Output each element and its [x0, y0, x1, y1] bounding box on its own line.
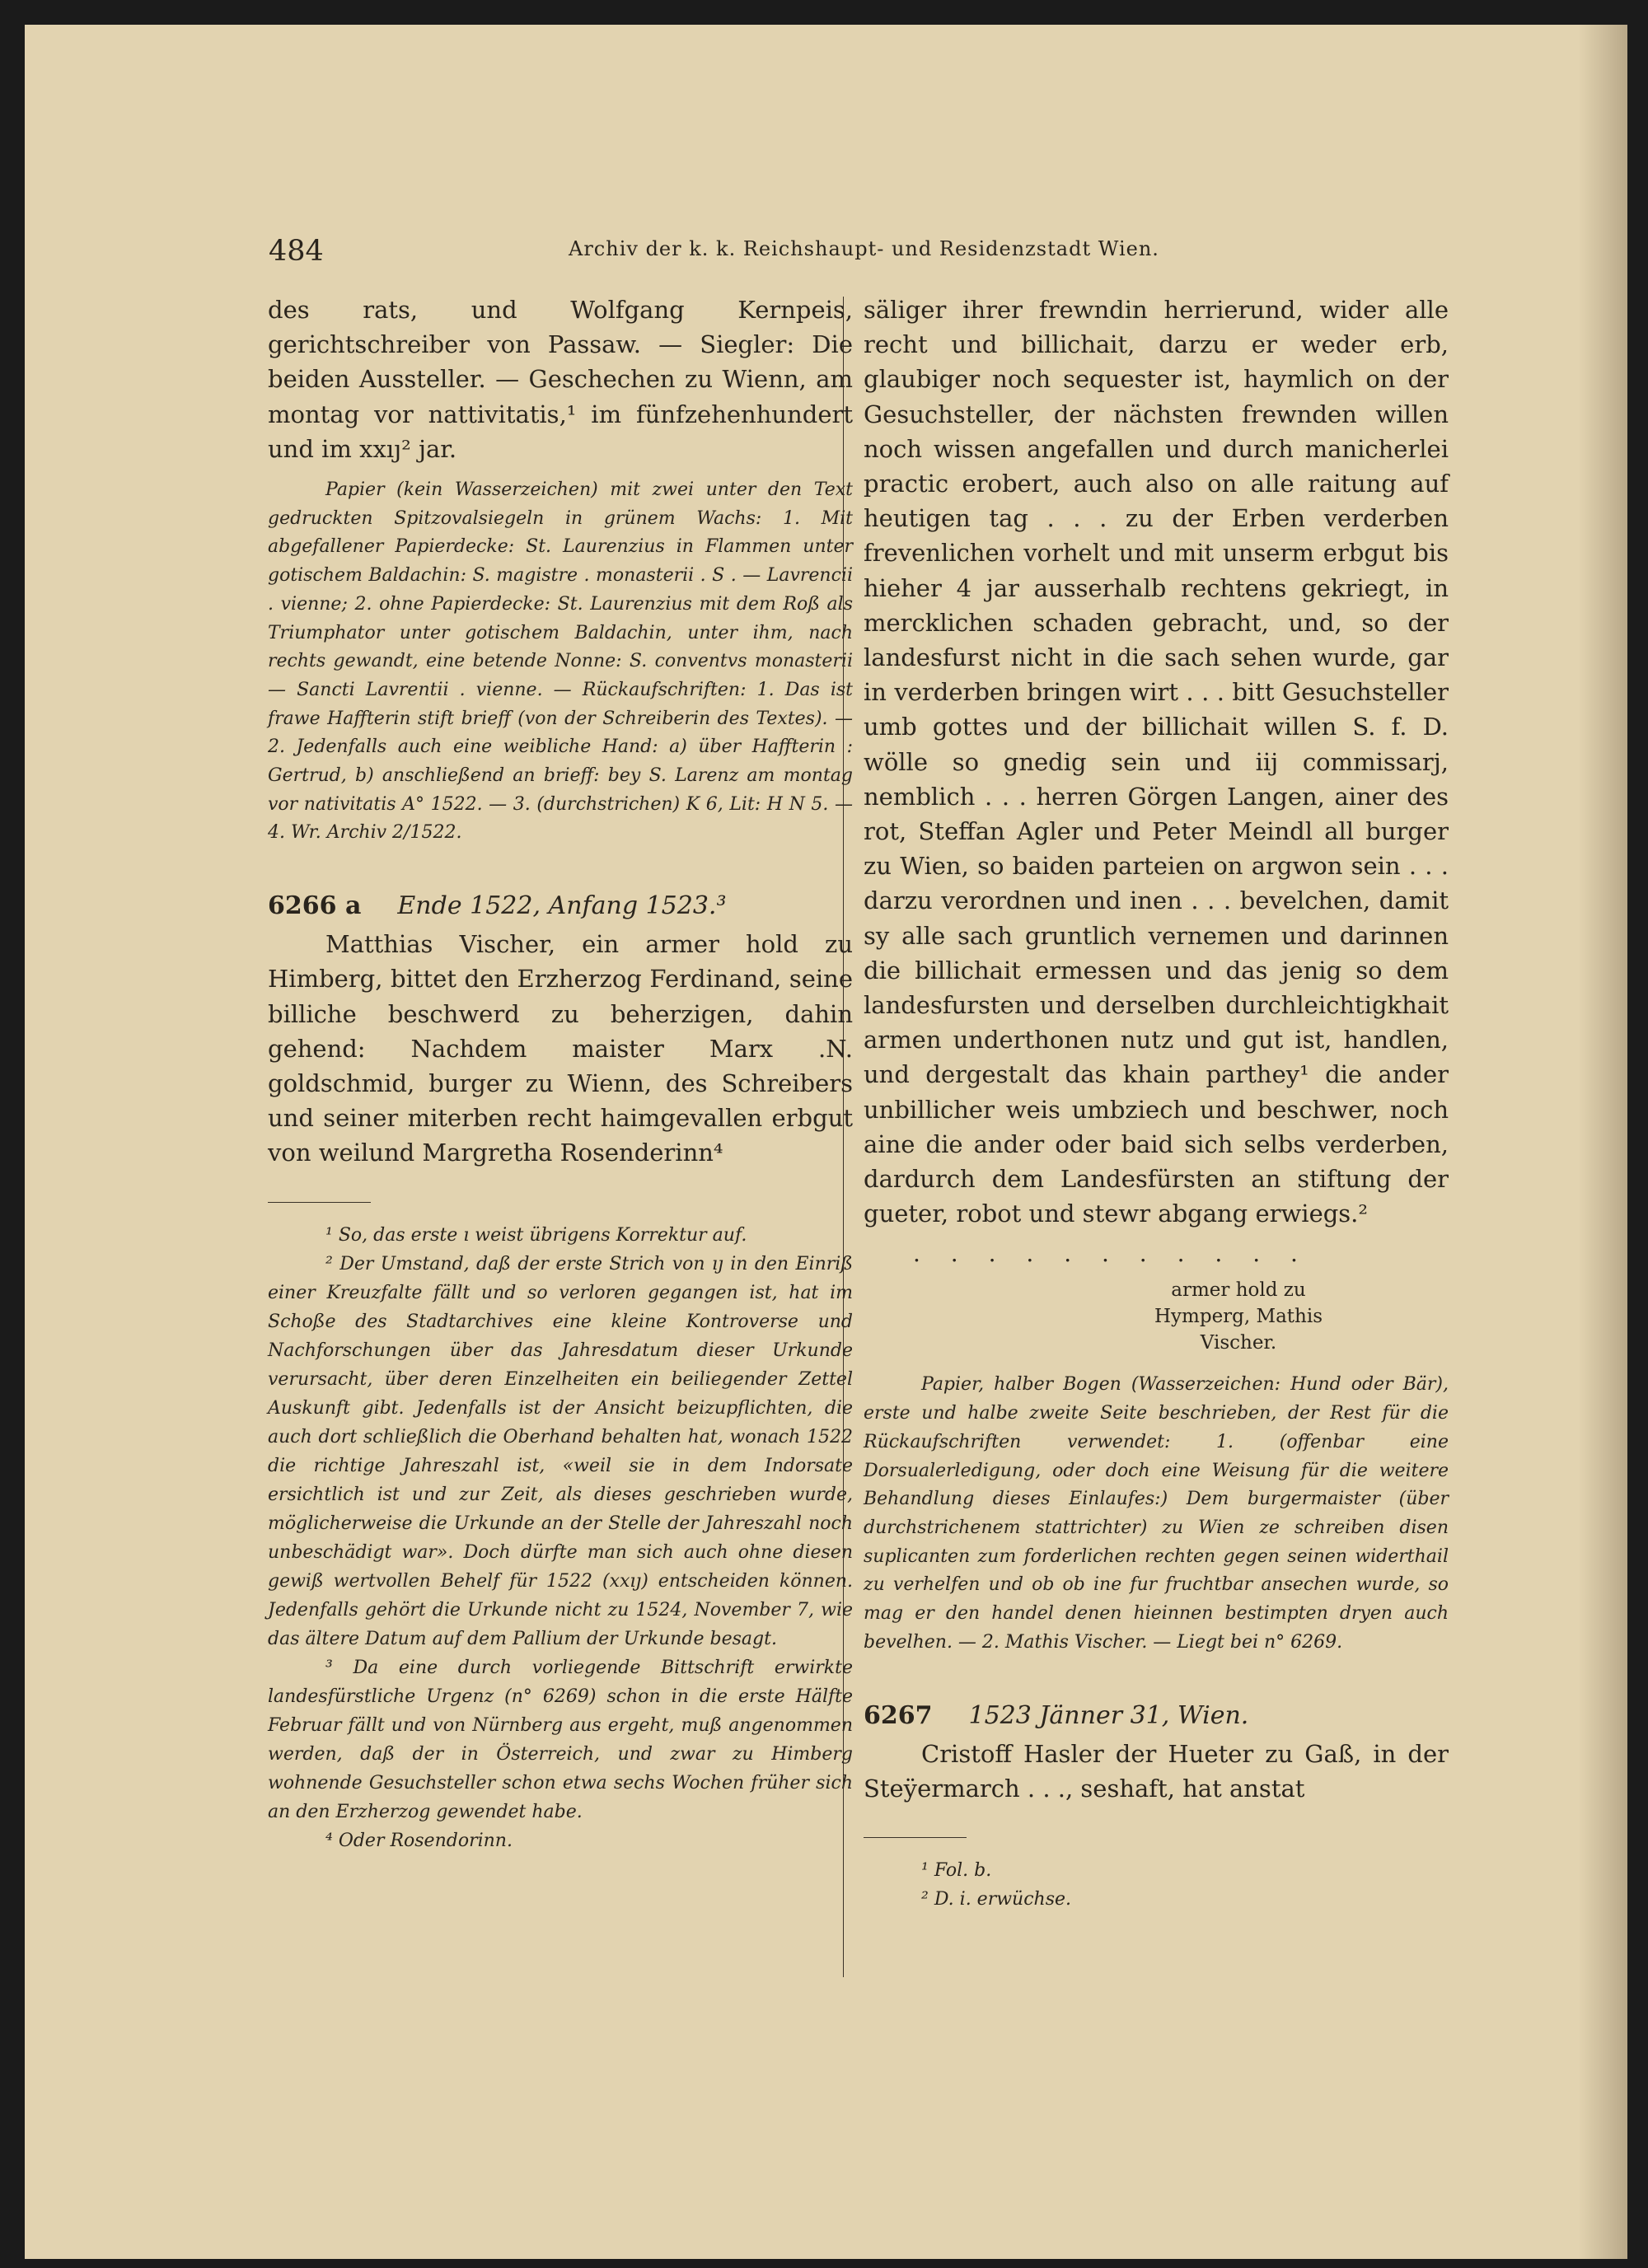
archival-note: Papier (kein Wasserzeichen) mit zwei unter den Text gedruckten Spitzovalsiegeln in grünem Wachs: 1. Mit abgefallener Papierdecke: St. Laurenzius in Flammen unter gotischem Baldachin: S. magistre . monasterii . S . — Lavrencii . vienne; 2. ohne Papierdecke: St. Laurenzius mit dem Roß als Triumphator unter gotischem Baldachin, unter ihm, nach rechts gewandt, eine betende Nonne: S. conventvs monasterii — Sancti Lavrentii . vienne. — Rückaufschriften: 1. Das ist frawe Haffterin stift brieff (von der Schreiberin des Textes). — 2. Jedenfalls auch eine weibliche Hand: a) über Haffterin : Gertrud, b) anschließend an brieff: bey S. Larenz am montag vor nativitatis A° 1522. — 3. (durchstrichen) K 6, Lit: H N 5. — 4. Wr. Archiv 2/1522. — [268, 479, 853, 844]
paragraph: Matthias Vischer, ein armer hold zu Himberg, bittet den Erzherzog Ferdinand, seine billiche beschwerd zu beherzigen, dahin gehend: Nachdem maister Marx .N. goldschmid, burger zu Wienn, des Schreibers und seiner miterben recht haimgevallen erbgut von weilund Margretha Rosenderinn⁴ — [268, 930, 853, 1167]
paragraph: Cristoff Hasler der Hueter zu Gaß, in der Steÿermarch . . ., seshaft, hat anstat — [864, 1739, 1449, 1803]
paragraph: säliger ihrer frewndin herrierund, wider alle recht und billichait, darzu er weder erb, glaubiger noch sequester ist, haymlich on der Gesuchsteller, der nächsten frewnden willen noch wissen angefallen und durch manicherlei practic erobert, auch also on alle raitung auf heutigen tag . . . zu der Erben verderben frevenlichen vorhelt und mit unserm erbgut bis hieher 4 jar ausserhalb rechtens gekriegt, in mercklichen schaden gebracht, und, so der landesfurst nicht in die sach sehen wurde, gar in verderben bringen wirt . . . bitt Gesuchsteller umb gottes und der billichait willen S. f. D. wölle so gnedig sein und iij commissarj, nemblich . . . herren Görgen Langen, ainer des rot, Steffan Agler und Peter Meindl all burger zu Wien, so baiden parteien on argwon sein . . . darzu verordnen und inen . . . bevelchen, damit sy alle sach gruntlich vernemen und darinnen die billichait ermessen und das jenig so dem landesfursten und derselben durchleichtigkhait armen underthonen nutz und gut ist, handlen, und dergestalt das khain parthey¹ die ander unbillicher weis umbziech und beschwer, noch aine die ander oder baid sich selbs verderben, dardurch dem Landesfürsten an stiftung der gueter, robot und stewr abgang erwiegs.² — [864, 296, 1449, 1228]
footnote: ⁴ Oder Rosendorinn. — [325, 1830, 513, 1851]
page-edge-shadow — [1578, 25, 1627, 2259]
entry-number: 6266 a — [268, 891, 362, 921]
footnote: ¹ Fol. b. — [921, 1859, 992, 1881]
signature-line: armer hold zu — [1171, 1279, 1306, 1302]
signature-line: Hymperg, Mathis — [1154, 1306, 1323, 1328]
footnote: ² D. i. erwüchse. — [921, 1888, 1072, 1910]
running-header: Archiv der k. k. Reichshaupt- und Residenzstadt Wien. — [569, 237, 1159, 260]
page-number: 484 — [269, 235, 324, 268]
paragraph: des rats, und Wolfgang Kernpeis, gerichtschreiber von Passaw. — Siegler: Die beiden Aussteller. — Geschechen zu Wienn, am montag vor nattivitatis,¹ im fünfzehenhundert und im xxıȷ² jar. — [268, 296, 853, 463]
document-page — [25, 25, 1627, 2259]
signature-line: Vischer. — [1200, 1332, 1277, 1354]
right-column — [864, 292, 1449, 1914]
entry-heading — [864, 1699, 1449, 1733]
footnote: ² Der Umstand, daß der erste Strich von ıȷ in den Einriß einer Kreuzfalte fällt und so verloren gegangen ist, hat im Schoße des Stadtarchives eine kleine Kontroverse und Nachforschungen über das Jahresdatum dieser Urkunde verursacht, über deren Einzelheiten ein beiliegender Zettel Auskunft gibt. Jedenfalls ist der Ansicht beizupflichten, die auch dort schließlich die Oberhand behalten hat, wonach 1522 die richtige Jahreszahl ist, «weil sie in dem Indorsate ersichtlich ist und zur Zeit, als dieses geschrieben wurde, möglicherweise die Urkunde an der Stelle der Jahreszahl noch unbeschädigt war». Doch dürfte man sich auch ohne diesen gewiß wertvollen Behelf für 1522 (xxıȷ) entscheiden können. Jedenfalls gehört die Urkunde nicht zu 1524, November 7, wie das ältere Datum auf dem Pallium der Urkunde besagt. — [268, 1253, 853, 1649]
entry-date: Ende 1522, Anfang 1523.³ — [397, 891, 727, 921]
archival-note: Papier, halber Bogen (Wasserzeichen: Hund oder Bär), erste und halbe zweite Seite beschrieben, der Rest für die Rückaufschriften verwendet: 1. (offenbar eine Dorsualerledigung, oder doch eine Weisung für die weitere Behandlung dieses Einlaufes:) Dem burgermaister (über durchstrichenem stattrichter) zu Wien ze schreiben disen suplicanten zum forderlichen rechten gegen seinen widerthail zu verhelfen und ob ob ine fur fruchtbar ansechen wurde, so mag er den handel denen hieinnen bestimpten dryen auch bevelhen. — 2. Mathis Vischer. — Liegt bei n° 6269. — [864, 1374, 1449, 1653]
footnote: ¹ So, das erste ı weist übrigens Korrektur auf. — [325, 1224, 747, 1246]
entry-number: 6267 — [864, 1700, 933, 1730]
ellipsis-dots: . . . . . . . . . . . — [913, 1240, 1309, 1268]
left-column — [268, 292, 853, 1855]
entry-heading — [268, 889, 853, 924]
footnote: ³ Da eine durch vorliegende Bittschrift erwirkte landesfürstliche Urgenz (n° 6269) schon in die erste Hälfte Februar fällt und von Nürnberg aus ergeht, muß angenommen werden, daß der in Österreich, und zwar zu Himberg wohnende Gesuchsteller schon etwa sechs Wochen früher sich an den Erzherzog gewendet habe. — [268, 1657, 853, 1822]
footnote-rule — [268, 1202, 371, 1203]
footnote-rule — [864, 1837, 967, 1838]
entry-date: 1523 Jänner 31, Wien. — [968, 1700, 1249, 1730]
